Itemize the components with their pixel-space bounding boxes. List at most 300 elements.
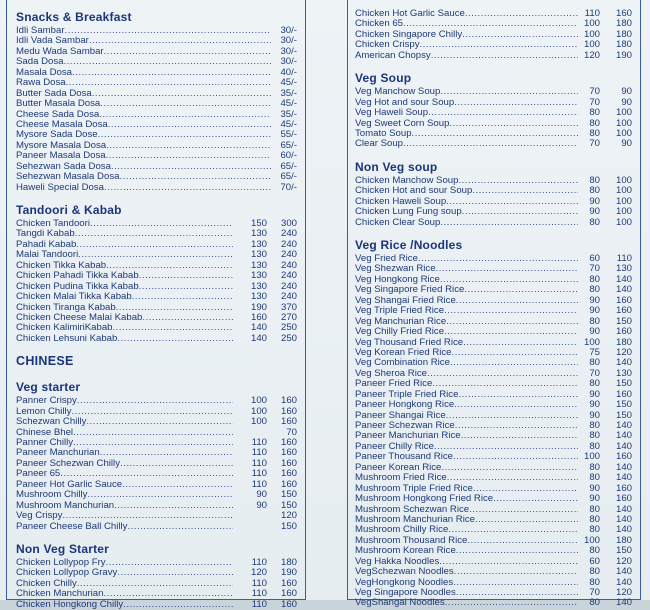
section-heading: Veg Rice /Noodles: [355, 238, 463, 252]
item-price-full: 240: [280, 292, 297, 303]
item-name: Chicken Manchow Soup: [355, 175, 459, 186]
item-price-full: 160: [615, 306, 632, 317]
item-price-half: 100: [583, 452, 600, 463]
menu-item: [16, 78, 297, 88]
menu-item: [16, 490, 297, 500]
item-price-full: 370: [280, 302, 297, 313]
menu-item: [16, 240, 297, 250]
menu-item: [355, 9, 632, 19]
item-name: Mysore Sada Dose: [16, 130, 98, 141]
item-name: Mushroom Triple Fried Rice: [355, 483, 473, 494]
item-price-half: 100: [583, 40, 600, 51]
item-price-half: 35/-: [280, 88, 297, 99]
leader-dots: [103, 589, 233, 599]
item-name: Mushroom Chilly: [16, 490, 88, 501]
item-price-full: 180: [615, 19, 632, 30]
leader-dots: [436, 264, 578, 274]
item-price-half: 90: [589, 207, 600, 218]
leader-dots: [99, 110, 271, 120]
item-name: Chicken Crispy: [355, 40, 420, 51]
leader-dots: [454, 567, 578, 577]
item-price-full: 120: [615, 347, 632, 358]
menu-item: [355, 411, 632, 421]
leader-dots: [106, 141, 271, 151]
menu-item: [355, 473, 632, 483]
item-price-half: 160: [250, 312, 267, 323]
item-price-full: 100: [615, 118, 632, 129]
item-name: Clear Soup: [355, 139, 403, 150]
item-name: Mushroom Schezwan Rice: [355, 504, 470, 515]
menu-item: [355, 442, 632, 452]
leader-dots: [78, 250, 233, 260]
item-price-half: 80: [589, 274, 600, 285]
leader-dots: [454, 400, 578, 410]
menu-item: [16, 219, 297, 229]
item-price-half: 80: [589, 514, 600, 525]
item-name: Veg Triple Fried Rice: [355, 306, 445, 317]
leader-dots: [458, 390, 578, 400]
menu-item: [16, 579, 297, 589]
leader-dots: [456, 546, 578, 556]
leader-dots: [108, 120, 271, 130]
menu-item: [16, 57, 297, 67]
leader-dots: [65, 26, 271, 36]
menu-item: [355, 30, 632, 40]
item-name: Pahadi Kabab: [16, 239, 77, 250]
item-price-full: 180: [615, 535, 632, 546]
menu-item: [355, 348, 632, 358]
item-price-full: 130: [615, 264, 632, 275]
item-name: Paneer Korean Rice: [355, 462, 442, 473]
menu-item: [16, 172, 297, 182]
item-price-full: 90: [621, 87, 632, 98]
item-name: Paneer Thousand Rice: [355, 452, 453, 463]
menu-item: [355, 484, 632, 494]
leader-dots: [111, 162, 271, 172]
menu-item: [16, 110, 297, 120]
item-name: Mushroom Fried Rice: [355, 473, 447, 484]
item-price-half: 80: [589, 186, 600, 197]
item-name: Chicken Lollypop Gravy: [16, 568, 118, 579]
item-price-half: 40/-: [280, 67, 297, 78]
leader-dots: [472, 186, 578, 196]
item-name: Paneer Hot Garlic Sauce: [16, 479, 123, 490]
item-price-half: 80: [589, 462, 600, 473]
menu-item: [355, 218, 632, 228]
item-price-full: 160: [280, 458, 297, 469]
item-name: Mushroom Manchurian Rice: [355, 514, 475, 525]
item-price-full: 150: [615, 379, 632, 390]
menu-item: [16, 522, 297, 532]
item-name: Schezwan Chilly: [16, 417, 87, 428]
item-name: Paneer Cheese Ball Chilly: [16, 521, 128, 532]
item-price-half: 130: [250, 292, 267, 303]
leader-dots: [139, 271, 233, 281]
leader-dots: [127, 522, 233, 532]
item-name: Paneer Chilly Rice: [355, 441, 434, 452]
item-price-full: 140: [615, 525, 632, 536]
leader-dots: [441, 463, 578, 473]
menu-left-column: [6, 0, 306, 610]
item-name: Veg Singapore Fried Rice: [355, 285, 465, 296]
item-name: Chicken Lung Fung soup: [355, 207, 462, 218]
item-price-half: 110: [251, 557, 267, 568]
item-price-half: 65/-: [280, 140, 297, 151]
item-name: Butter Sada Dosa: [16, 88, 92, 99]
item-price-half: 80: [589, 441, 600, 452]
item-name: Veg Singapore Noodles: [355, 588, 456, 598]
menu-item: [355, 176, 632, 186]
menu-item: [355, 369, 632, 379]
item-price-half: 110: [584, 9, 600, 19]
item-price-full: 130: [615, 368, 632, 379]
item-price-half: 70: [589, 139, 600, 150]
leader-dots: [104, 47, 271, 57]
leader-dots: [455, 421, 578, 431]
item-price-half: 130: [250, 260, 267, 271]
item-price-half: 150: [250, 219, 267, 229]
item-price-full: 140: [615, 441, 632, 452]
menu-item: [355, 567, 632, 577]
leader-dots: [90, 219, 233, 229]
menu-item: [16, 589, 297, 599]
item-price-full: 150: [280, 500, 297, 511]
leader-dots: [77, 396, 233, 406]
item-price-half: 90: [589, 327, 600, 338]
item-price-full: 150: [280, 490, 297, 501]
menu-section-non-veg-soup: [355, 160, 632, 228]
item-price-full: 240: [280, 229, 297, 240]
leader-dots: [92, 89, 271, 99]
leader-dots: [439, 557, 578, 567]
item-price-full: 120: [280, 511, 297, 522]
menu-item: [16, 501, 297, 511]
item-price-full: 140: [615, 514, 632, 525]
item-name: Chinese Bhel: [16, 427, 74, 438]
menu-item: [355, 390, 632, 400]
leader-dots: [432, 379, 578, 389]
menu-item: [355, 546, 632, 556]
item-name: Haweli Special Dosa: [16, 182, 104, 193]
leader-dots: [120, 459, 233, 469]
item-price-full: 240: [280, 281, 297, 292]
leader-dots: [453, 578, 578, 588]
item-price-half: 70: [589, 264, 600, 275]
menu-section-veg-rice-noodles: [355, 238, 632, 609]
menu-item: [16, 428, 297, 438]
item-price-half: 100: [583, 535, 600, 546]
item-name: Panner Chilly: [16, 438, 74, 448]
item-price-half: 90: [589, 196, 600, 207]
item-price-full: 70: [286, 427, 297, 438]
item-price-full: 160: [615, 295, 632, 306]
item-name: Paneer Masala Dosa: [16, 151, 106, 162]
item-price-half: 120: [583, 50, 600, 61]
leader-dots: [465, 9, 578, 19]
item-price-full: 150: [615, 316, 632, 327]
item-price-half: 100: [583, 337, 600, 348]
leader-dots: [87, 490, 233, 500]
menu-section-veg-starter: [16, 380, 297, 532]
item-price-full: 180: [615, 29, 632, 40]
item-name: Veg Hongkong Rice: [355, 274, 440, 285]
item-name: Veg Manchow Soup: [355, 87, 441, 98]
menu-item: [355, 40, 632, 50]
item-price-full: 160: [615, 9, 632, 19]
item-price-full: 140: [615, 431, 632, 442]
item-price-half: 100: [250, 417, 267, 428]
leader-dots: [75, 229, 233, 239]
item-price-full: 180: [615, 40, 632, 51]
item-name: Paneer 65: [16, 469, 61, 480]
item-price-full: 100: [615, 108, 632, 119]
leader-dots: [446, 197, 578, 207]
item-name: Chicken Singapore Chilly: [355, 29, 463, 40]
menu-item: [355, 51, 632, 61]
item-name: Veg Shezwan Rice: [355, 264, 436, 275]
item-name: Mysore Masala Dosa: [16, 140, 107, 151]
item-name: Veg Combination Rice: [355, 358, 450, 369]
leader-dots: [456, 296, 578, 306]
item-price-full: 240: [280, 250, 297, 261]
item-name: Masala Dosa: [16, 67, 72, 78]
item-name: Idli Vada Sambar: [16, 36, 89, 47]
leader-dots: [420, 40, 578, 50]
item-price-half: 30/-: [280, 57, 297, 68]
leader-dots: [139, 282, 233, 292]
leader-dots: [463, 338, 578, 348]
item-price-half: 90: [589, 389, 600, 400]
leader-dots: [444, 327, 578, 337]
menu-item: [16, 303, 297, 313]
item-price-half: 110: [251, 448, 267, 459]
menu-item: [16, 141, 297, 151]
item-price-half: 90: [589, 494, 600, 505]
leader-dots: [76, 240, 233, 250]
leader-dots: [447, 473, 578, 483]
menu-item: [355, 463, 632, 473]
right-sections: [355, 9, 632, 609]
item-price-full: 120: [615, 556, 632, 567]
item-price-full: 180: [280, 557, 297, 568]
menu-item: [16, 120, 297, 130]
item-price-half: 90: [589, 483, 600, 494]
leader-dots: [452, 348, 578, 358]
item-price-full: 160: [615, 452, 632, 463]
leader-dots: [446, 411, 578, 421]
menu-item: [16, 600, 297, 610]
item-price-full: 160: [280, 479, 297, 490]
item-name: Cheese Sada Dosa: [16, 109, 100, 120]
menu-item: [16, 568, 297, 578]
menu-section-snacks-breakfast: [16, 10, 297, 193]
item-price-half: 80: [589, 379, 600, 390]
section-heading: Non Veg soup: [355, 159, 438, 174]
item-name: Chicken Hot Garlic Sauce: [355, 9, 465, 19]
item-price-full: 160: [280, 589, 297, 600]
leader-dots: [72, 68, 271, 78]
menu-item: [355, 129, 632, 139]
leader-dots: [89, 36, 271, 46]
leader-dots: [475, 515, 578, 525]
menu-item: [16, 261, 297, 271]
item-price-half: 65/-: [280, 161, 297, 172]
menu-item: [355, 119, 632, 129]
item-name: Rawa Dosa: [16, 78, 66, 89]
item-name: Mushroom Hongkong Fried Rice: [355, 494, 494, 505]
item-name: VegSchezwan Noodles: [355, 567, 454, 578]
leader-dots: [123, 600, 233, 610]
item-name: Veg Sheroa Rice: [355, 368, 427, 379]
item-name: Chicken Hongkong Chilly: [16, 599, 124, 610]
item-price-full: 120: [615, 588, 632, 598]
item-price-full: 140: [615, 577, 632, 588]
leader-dots: [440, 275, 578, 285]
menu-item: [355, 494, 632, 504]
menu-section-veg-soup: [355, 71, 632, 150]
leader-dots: [104, 183, 271, 193]
item-price-full: 140: [615, 598, 632, 609]
item-price-half: 130: [250, 229, 267, 240]
item-name: Mushroom Manchurian: [16, 500, 115, 511]
item-name: Veg Manchurian Rice: [355, 316, 447, 327]
item-price-half: 100: [250, 396, 267, 407]
menu-item: [16, 511, 297, 521]
leader-dots: [403, 19, 578, 29]
item-name: Paneer Triple Fried Rice: [355, 389, 459, 400]
leader-dots: [473, 484, 578, 494]
leader-dots: [458, 176, 578, 186]
item-price-half: 140: [250, 333, 267, 344]
item-price-half: 30/-: [280, 36, 297, 47]
item-price-full: 300: [280, 219, 297, 229]
item-price-full: 240: [280, 239, 297, 250]
item-price-full: 100: [615, 196, 632, 207]
item-name: Butter Masala Dosa: [16, 99, 101, 110]
item-name: Chicken 65: [355, 19, 403, 30]
item-name: Chicken Chilly: [16, 578, 77, 589]
menu-item: [355, 296, 632, 306]
menu-item: [355, 98, 632, 108]
item-name: Chicken Pudina Tikka Kabab: [16, 281, 139, 292]
menu-item: [355, 536, 632, 546]
menu-item: [355, 285, 632, 295]
menu-item: [355, 87, 632, 97]
item-price-half: 80: [589, 316, 600, 327]
item-price-half: 45/-: [280, 78, 297, 89]
item-price-half: 100: [583, 29, 600, 40]
leader-dots: [66, 78, 271, 88]
left-bottom-sections: [16, 380, 297, 610]
menu-item: [355, 108, 632, 118]
item-name: Lemon Chilly: [16, 406, 72, 417]
menu-item: [16, 229, 297, 239]
item-name: Paneer Manchurian Rice: [355, 431, 461, 442]
item-price-full: 100: [615, 186, 632, 197]
item-price-half: 35/-: [280, 109, 297, 120]
menu-item: [16, 292, 297, 302]
menu-item: [16, 36, 297, 46]
item-price-half: 80: [589, 421, 600, 431]
leader-dots: [454, 98, 578, 108]
item-price-full: 150: [615, 400, 632, 411]
item-price-full: 140: [615, 421, 632, 431]
item-price-half: 60/-: [280, 151, 297, 162]
menu-item: [355, 275, 632, 285]
item-price-half: 90: [589, 295, 600, 306]
item-price-full: 140: [615, 358, 632, 369]
menu-item: [355, 19, 632, 29]
item-price-full: 90: [621, 97, 632, 108]
leader-dots: [418, 254, 578, 264]
item-price-half: 110: [251, 479, 267, 490]
item-price-full: 100: [615, 207, 632, 218]
leader-dots: [60, 469, 233, 479]
menu-item: [16, 162, 297, 172]
item-price-half: 45/-: [280, 119, 297, 130]
item-price-full: 160: [615, 327, 632, 338]
leader-dots: [444, 306, 578, 316]
menu-item: [16, 271, 297, 281]
item-name: Chicken Tandoori: [16, 219, 90, 229]
item-price-half: 60: [589, 254, 600, 264]
item-price-half: 30/-: [280, 26, 297, 36]
item-name: Chicken Manchurian: [16, 589, 104, 600]
item-name: Mushroom Korean Rice: [355, 546, 456, 557]
leader-dots: [62, 511, 233, 521]
menu-item: [16, 469, 297, 479]
item-price-half: 80: [589, 546, 600, 557]
item-price-full: 90: [621, 139, 632, 150]
item-price-full: 190: [615, 50, 632, 61]
item-name: Chicken Haweli Soup: [355, 196, 447, 207]
item-price-full: 160: [280, 406, 297, 417]
section-heading: Veg Soup: [355, 71, 412, 86]
item-price-half: 90: [256, 490, 267, 501]
item-price-half: 80: [589, 118, 600, 129]
item-name: Tangdi Kabab: [16, 229, 75, 240]
item-price-full: 250: [280, 323, 297, 334]
item-name: Veg Thousand Fried Rice: [355, 337, 464, 348]
item-name: VegHongkong Noodles: [355, 577, 454, 588]
item-name: Veg Hot and sour Soup: [355, 97, 455, 108]
item-price-full: 240: [280, 260, 297, 271]
item-price-half: 110: [251, 438, 267, 448]
leader-dots: [467, 536, 578, 546]
leader-dots: [106, 558, 233, 568]
leader-dots: [73, 438, 233, 448]
item-price-half: 80: [589, 525, 600, 536]
menu-section-continued: [355, 9, 632, 61]
leader-dots: [446, 317, 578, 327]
menu-item: [16, 448, 297, 458]
menu-item: [355, 317, 632, 327]
item-price-full: 140: [615, 504, 632, 515]
item-price-half: 45/-: [280, 99, 297, 110]
leader-dots: [106, 151, 271, 161]
item-price-half: 75: [589, 347, 600, 358]
menu-item: [16, 183, 297, 193]
menu-item: [355, 207, 632, 217]
item-price-half: 110: [251, 599, 267, 610]
item-price-full: 270: [280, 312, 297, 323]
leader-dots: [71, 407, 233, 417]
item-price-half: 110: [251, 469, 267, 480]
menu-item: [16, 89, 297, 99]
leader-dots: [462, 207, 578, 217]
item-price-half: 80: [589, 473, 600, 484]
item-name: Veg Haweli Soup: [355, 108, 429, 119]
